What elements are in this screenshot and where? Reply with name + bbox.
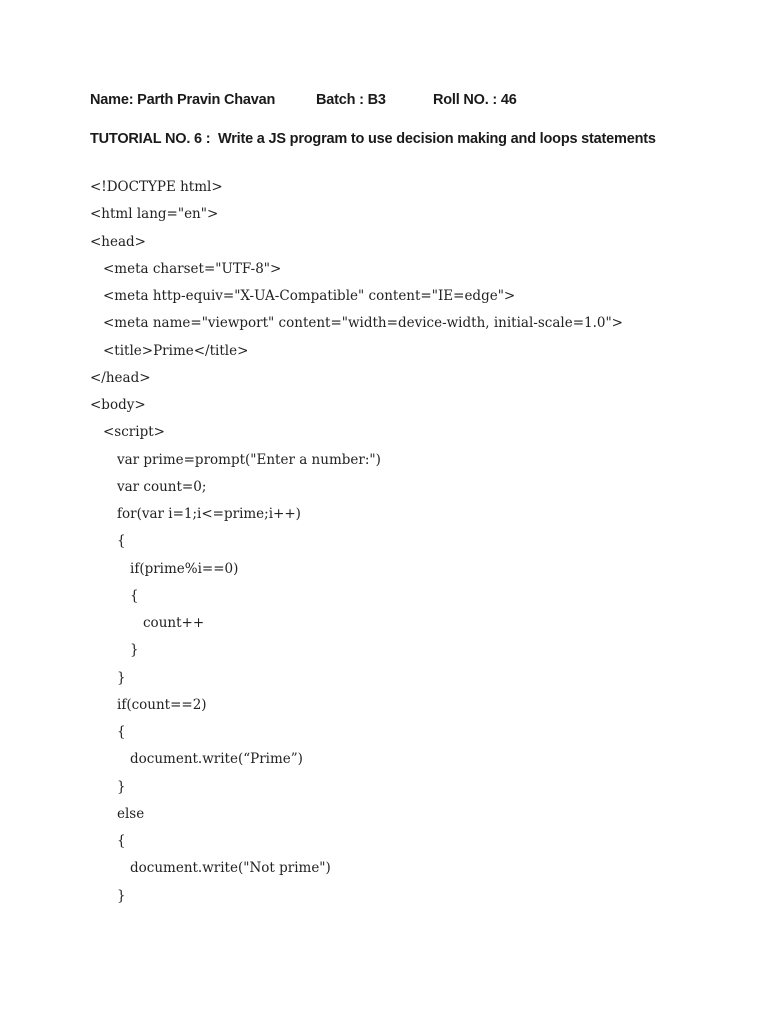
code-line: </head>	[90, 369, 151, 386]
code-line: <meta name="viewport" content="width=device-width, initial-scale=1.0">	[103, 315, 623, 332]
code-line: else	[117, 805, 145, 822]
student-info-line	[90, 92, 710, 114]
code-line: <meta charset="UTF-8">	[103, 260, 282, 277]
code-line: }	[117, 778, 126, 795]
code-line: var prime=prompt("Enter a number:")	[117, 451, 381, 468]
code-line: {	[117, 833, 126, 849]
code-line: <title>Prime</title>	[103, 342, 249, 359]
student-roll-number: Roll NO. : 46	[433, 92, 517, 108]
tutorial-title: TUTORIAL NO. 6 : Write a JS program to use decision making and loops statements	[90, 131, 656, 147]
code-line: document.write(“Prime”)	[130, 751, 303, 768]
code-line: document.write("Not prime")	[130, 860, 331, 877]
code-line: }	[117, 669, 126, 686]
code-line: count++	[143, 615, 205, 631]
code-line: if(count==2)	[117, 696, 207, 713]
student-name: Name: Parth Pravin Chavan	[90, 92, 276, 108]
code-line: {	[130, 587, 139, 604]
code-line: <script>	[103, 424, 165, 441]
code-line: <body>	[90, 397, 146, 413]
code-line: if(prime%i==0)	[130, 560, 239, 577]
code-line: {	[117, 533, 126, 550]
code-line: }	[130, 642, 139, 659]
code-line: <meta http-equiv="X-UA-Compatible" content="IE=edge">	[103, 288, 516, 304]
code-line: {	[117, 724, 126, 740]
student-batch: Batch : B3	[316, 92, 386, 108]
code-line: <head>	[90, 233, 146, 250]
code-line: }	[117, 887, 126, 904]
code-line: for(var i=1;i<=prime;i++)	[117, 506, 301, 522]
code-line: var count=0;	[117, 478, 207, 495]
code-listing	[90, 176, 730, 912]
code-line: <html lang="en">	[90, 206, 219, 223]
code-line: <!DOCTYPE html>	[90, 179, 223, 195]
